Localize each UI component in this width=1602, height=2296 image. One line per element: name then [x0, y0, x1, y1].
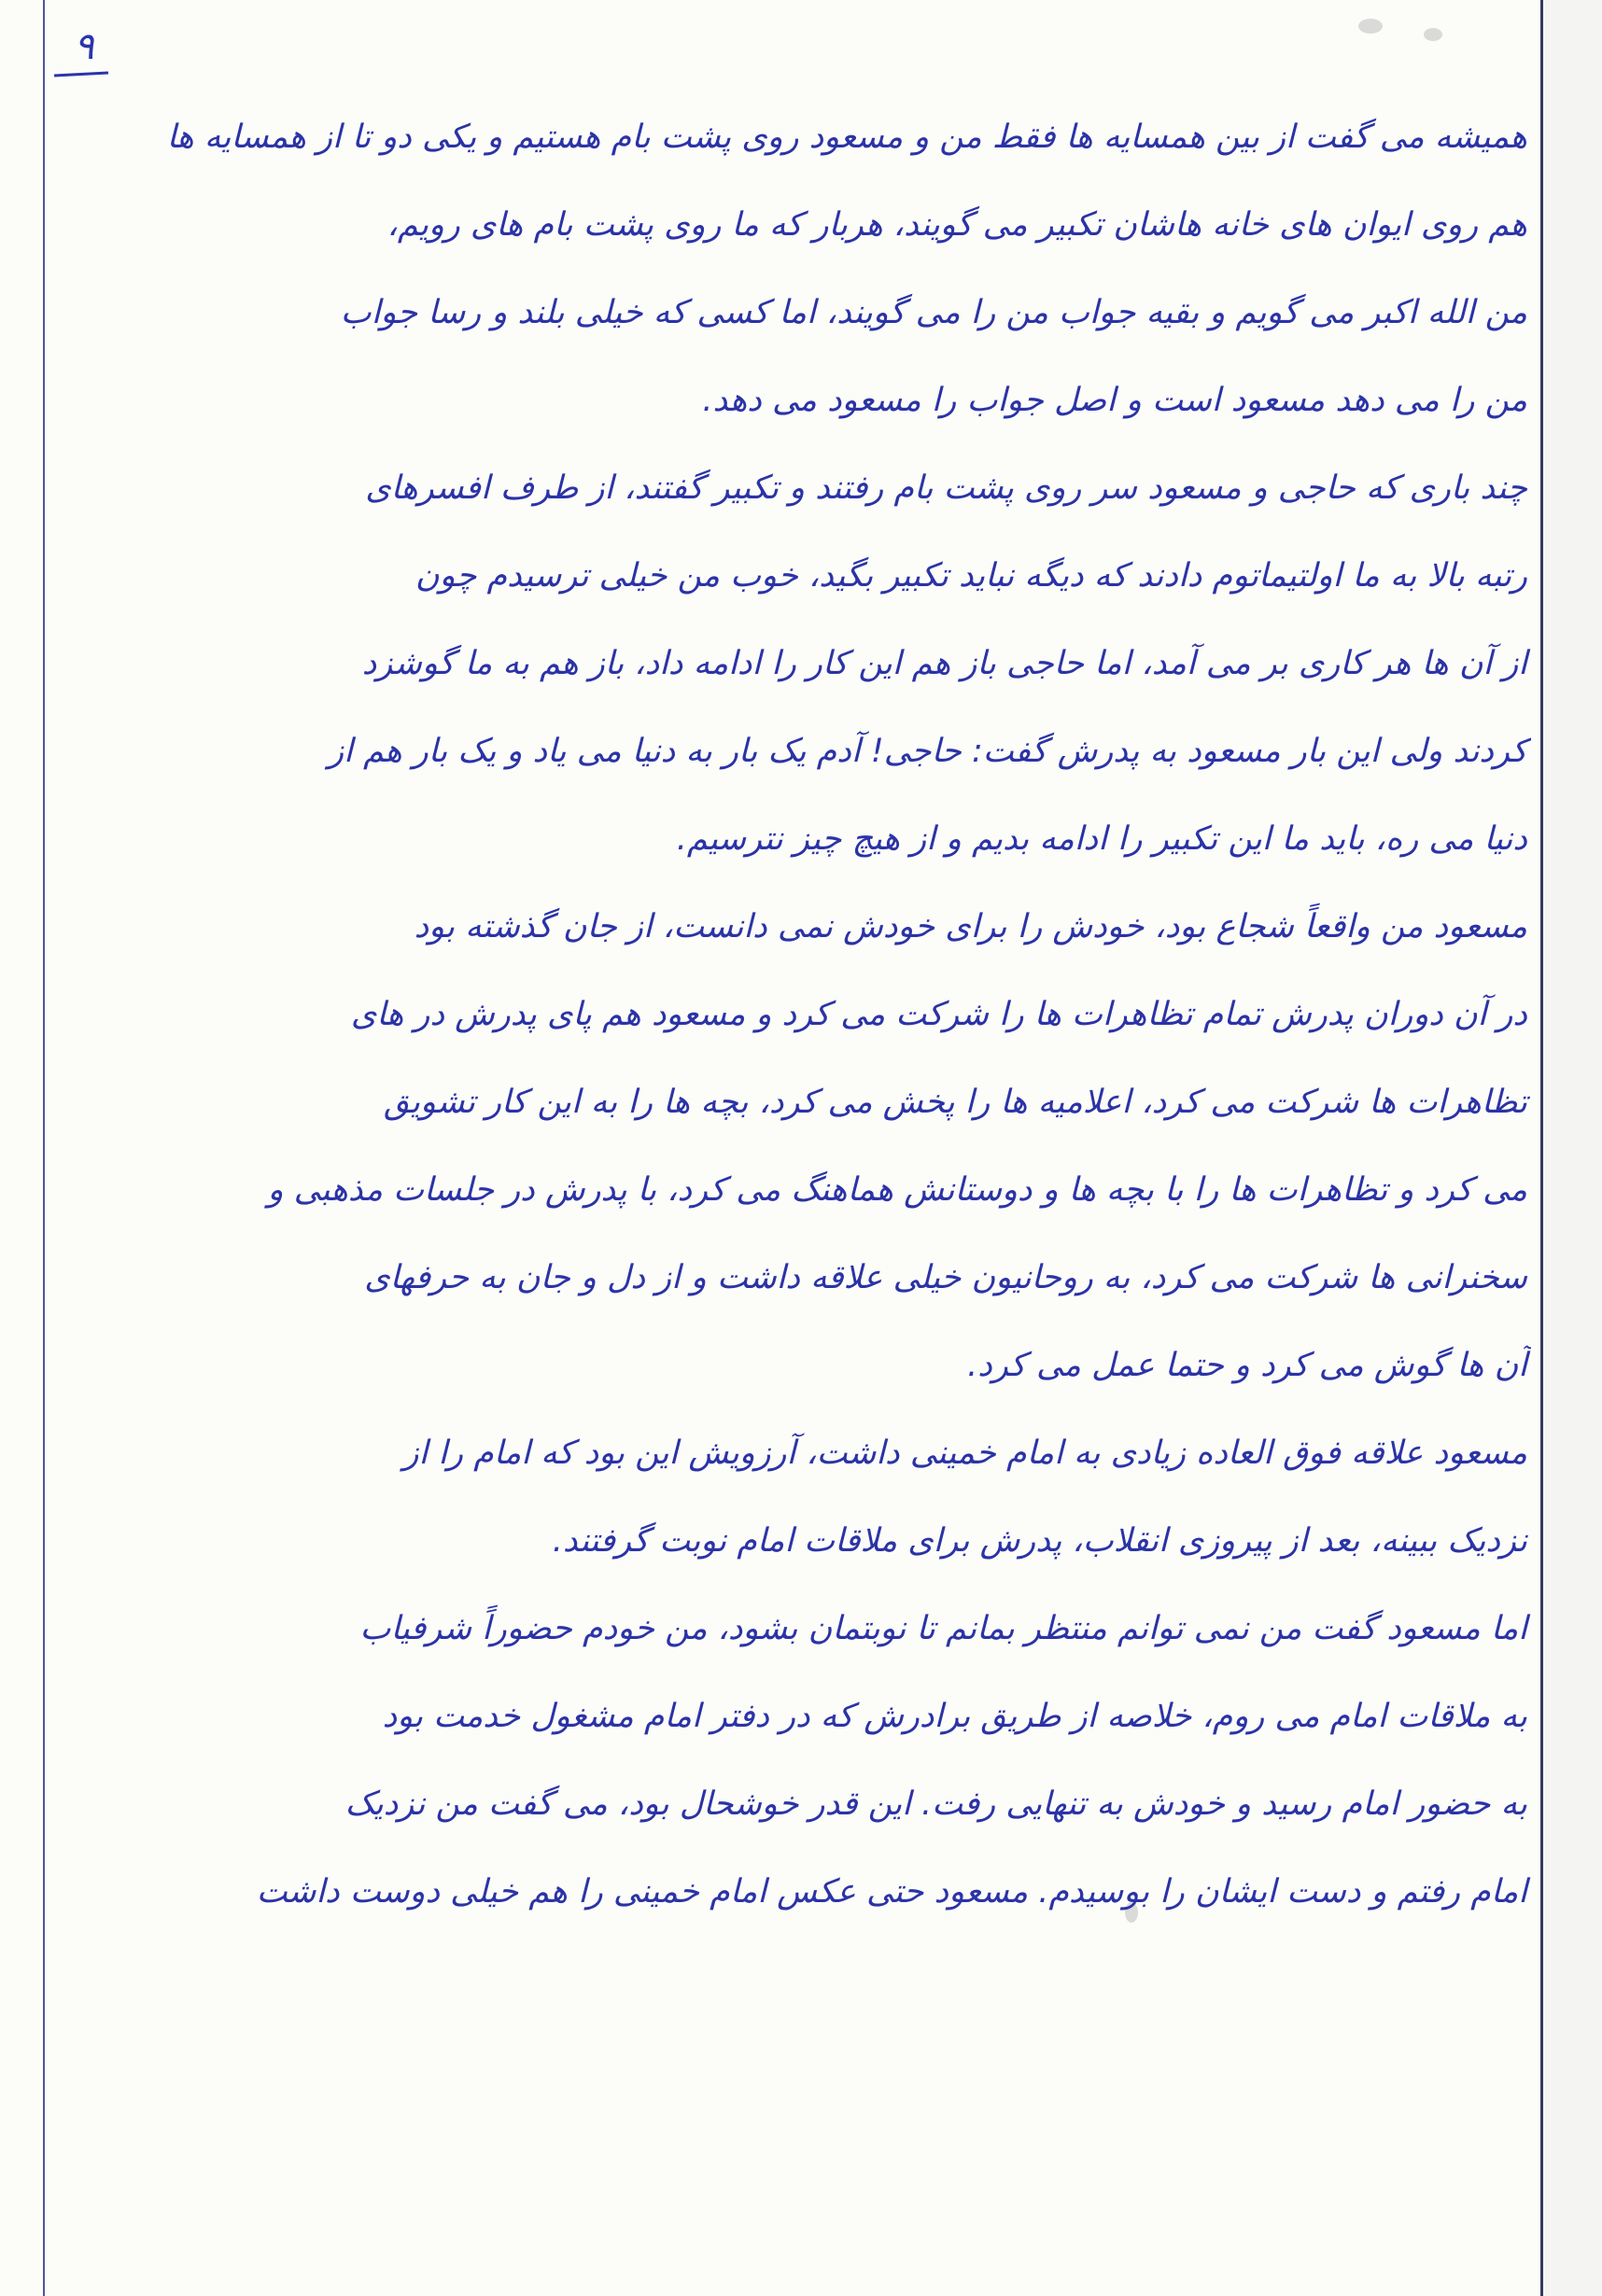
- text-line: هم روی ایوان های خانه هاشان تکبیر می گویند، هربار که ما روی پشت بام های رویم،: [386, 206, 1527, 244]
- handwritten-text-block: [56, 93, 1531, 1936]
- left-margin-line: [43, 0, 45, 2296]
- text-line: من را می دهد مسعود است و اصل جواب را مسعود می دهد.: [702, 382, 1527, 419]
- ink-smudge: [1358, 19, 1383, 34]
- text-line: می کرد و تظاهرات ها را با بچه ها و دوستانش هماهنگ می کرد، با پدرش در جلسات مذهبی و: [267, 1171, 1527, 1209]
- text-line: دنیا می ره، باید ما این تکبیر را ادامه بدیم و از هیچ چیز نترسیم.: [676, 820, 1527, 858]
- text-line: سخنرانی ها شرکت می کرد، به روحانیون خیلی علاقه داشت و از دل و جان به حرفهای: [364, 1259, 1527, 1296]
- text-line: چند باری که حاجی و مسعود سر روی پشت بام رفتند و تکبیر گفتند، از طرف افسرهای: [365, 469, 1527, 507]
- text-line: من الله اکبر می گویم و بقیه جواب من را می گویند، اما کسی که خیلی بلند و رسا جواب: [340, 294, 1527, 331]
- text-line: در آن دوران پدرش تمام تظاهرات ها را شرکت می کرد و مسعود هم پای پدرش در های: [350, 996, 1527, 1033]
- text-line: از آن ها هر کاری بر می آمد، اما حاجی باز هم این کار را ادامه داد، باز هم به ما گوشزد: [361, 645, 1527, 682]
- ink-smudge: [1424, 28, 1442, 41]
- text-line: کردند ولی این بار مسعود به پدرش گفت: حاجی! آدم یک بار به دنیا می یاد و یک بار هم از: [328, 733, 1527, 770]
- text-line: به حضور امام رسید و خودش به تنهایی رفت. این قدر خوشحال بود، می گفت من نزدیک: [344, 1785, 1527, 1823]
- text-line: به ملاقات امام می روم، خلاصه از طریق برادرش که در دفتر امام مشغول خدمت بود: [382, 1698, 1527, 1735]
- text-line: امام رفتم و دست ایشان را بوسیدم. مسعود حتی عکس امام خمینی را هم خیلی دوست داشت: [256, 1873, 1527, 1911]
- text-line: مسعود من واقعاً شجاع بود، خودش را برای خودش نمی دانست، از جان گذشته بود: [414, 908, 1527, 945]
- text-line: مسعود علاقه فوق العاده زیادی به امام خمینی داشت، آرزویش این بود که امام را از: [402, 1435, 1527, 1472]
- text-line: تظاهرات ها شرکت می کرد، اعلامیه ها را پخش می کرد، بچه ها را به این کار تشویق: [384, 1084, 1527, 1121]
- page-edge-strip: [1543, 0, 1602, 2296]
- text-line: رتبه بالا به ما اولتیماتوم دادند که دیگه نباید تکبیر بگید، خوب من خیلی ترسیدم چون: [415, 557, 1527, 595]
- text-line: نزدیک ببینه، بعد از پیروزی انقلاب، پدرش برای ملاقات امام نوبت گرفتند.: [552, 1522, 1527, 1560]
- page-number: ۹: [74, 25, 94, 68]
- text-line: اما مسعود گفت من نمی توانم منتظر بمانم تا نوبتمان بشود، من خودم حضوراً شرفیاب: [359, 1610, 1527, 1647]
- page-edge-line: [1540, 0, 1543, 2296]
- text-line: همیشه می گفت از بین همسایه ها فقط من و مسعود روی پشت بام هستیم و یکی دو تا از همسایه ها: [166, 119, 1527, 156]
- text-line: آن ها گوش می کرد و حتما عمل می کرد.: [967, 1347, 1527, 1384]
